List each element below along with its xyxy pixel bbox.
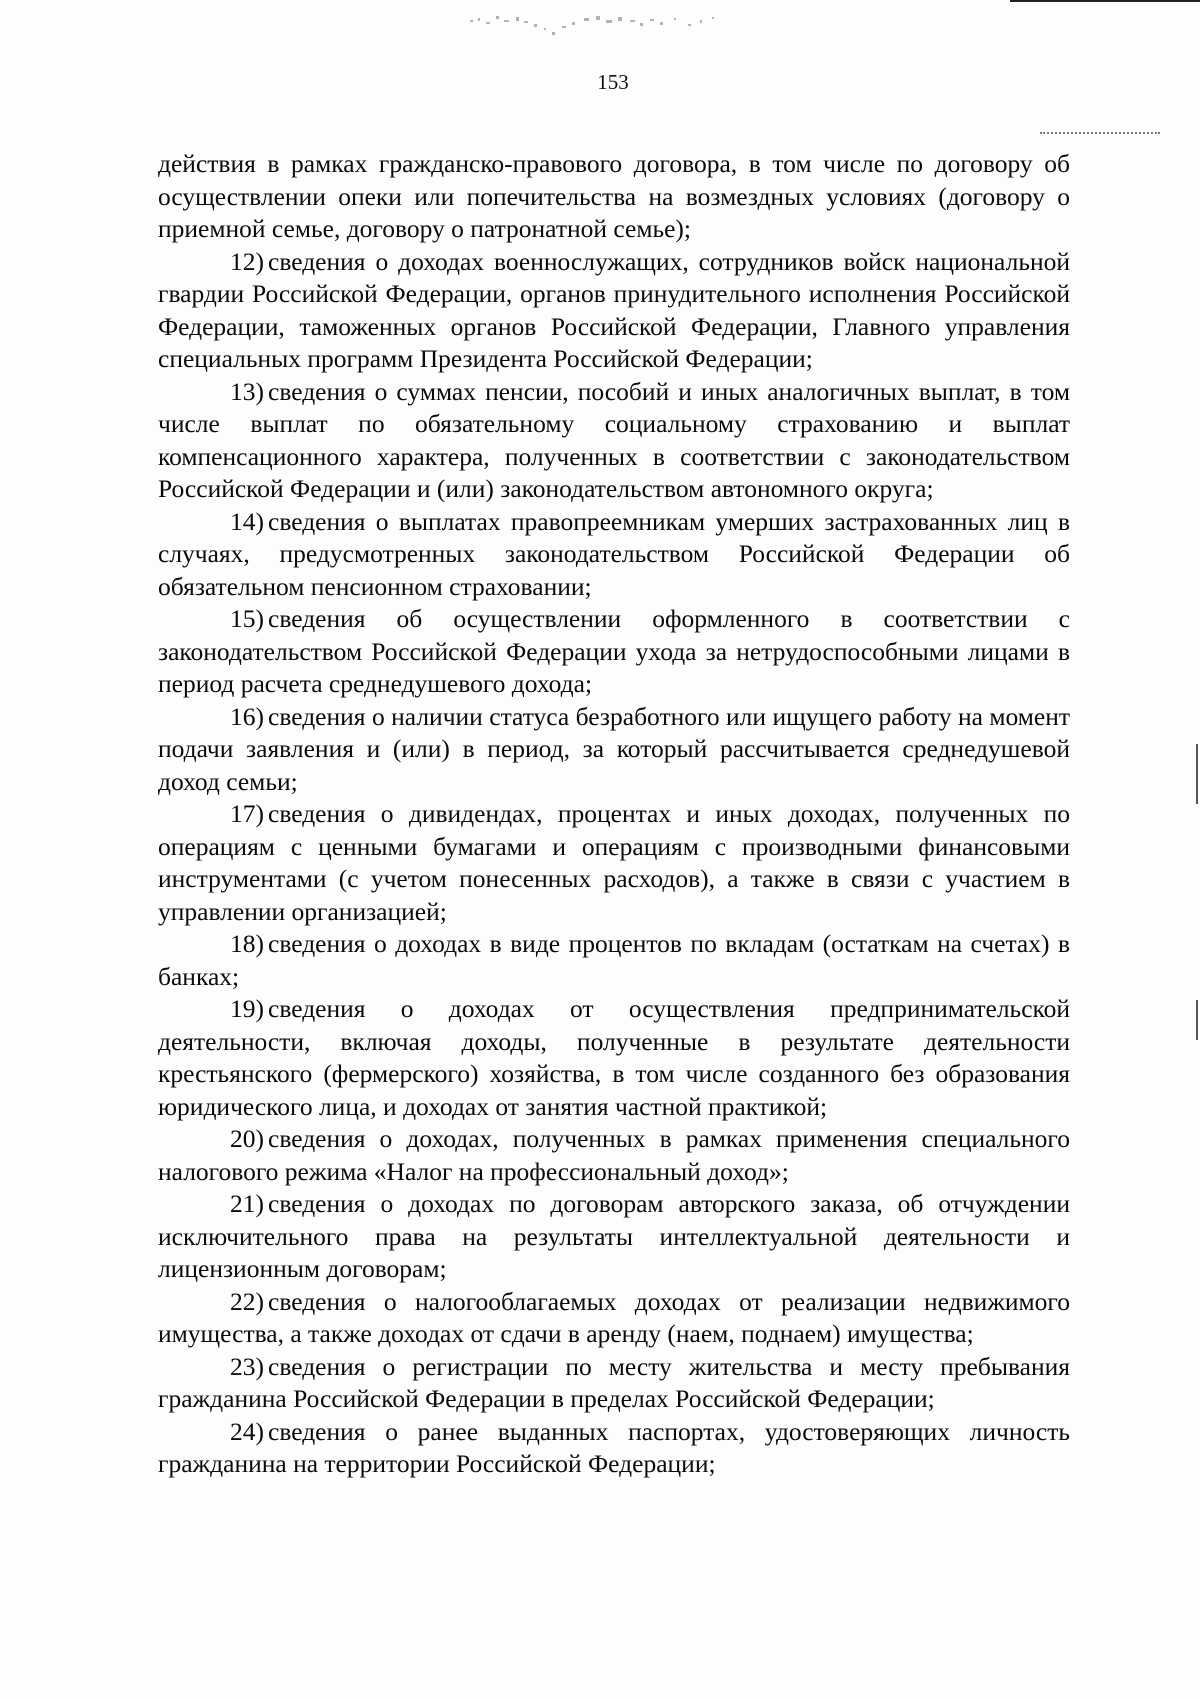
document-body — [158, 148, 1070, 1481]
list-item-22 — [158, 1286, 1070, 1351]
scan-edge-line — [1010, 0, 1200, 2]
list-item-text: сведения о наличии статуса безработного или ищущего работу на момент подачи заявления и (или) в период, за который рассчитывается среднедушевой доход семьи; — [158, 701, 1070, 796]
list-item-12 — [158, 246, 1070, 376]
list-item-text: сведения о доходах, полученных в рамках применения специального налогового режима «Налог на профессиональный доход»; — [158, 1124, 1070, 1186]
list-item-number: 16) — [230, 701, 264, 731]
list-item-text: сведения о доходах в виде процентов по вкладам (остаткам на счетах) в банках; — [158, 929, 1070, 991]
list-item-23 — [158, 1351, 1070, 1416]
page-number: 153 — [597, 70, 629, 94]
list-item-number: 13) — [230, 376, 264, 406]
list-item-number: 20) — [230, 1124, 264, 1153]
list-item-text: сведения об осуществлении оформленного в соответствии с законодательством Российской Федерации ухода за нетрудоспособными лицами в период расчета среднедушевого дохода; — [158, 604, 1070, 698]
list-item-16 — [158, 701, 1070, 799]
list-item-number: 15) — [230, 604, 264, 633]
paragraph-text: действия в рамках гражданско-правового договора, в том числе по договору об осуществлении опеки или попечительства на возмездных условиях (договору о приемной семье, договору о патронатной семье); — [158, 149, 1070, 243]
list-item-text: сведения о доходах военнослужащих, сотрудников войск национальной гвардии Российской Федерации, органов принудительного исполнения Российской Федерации, таможенных органов Российской Федерации, Главного управления специальных программ Президента Российской Федерации; — [158, 246, 1070, 373]
list-item-number: 18) — [230, 929, 264, 958]
scan-edge-mark — [1196, 1000, 1198, 1040]
list-item-number: 24) — [230, 1416, 264, 1446]
list-item-21 — [158, 1188, 1070, 1286]
list-item-text: сведения о налогооблагаемых доходах от реализации недвижимого имущества, а также доходах от сдачи в аренду (наем, поднаем) имущества; — [158, 1286, 1070, 1348]
list-item-number: 19) — [230, 994, 264, 1023]
list-item-text: сведения о выплатах правопреемникам умерших застрахованных лиц в случаях, предусмотренных законодательством Российской Федерации об обязательном пенсионном страховании; — [158, 506, 1070, 601]
list-item-number: 14) — [230, 506, 264, 536]
list-item-number: 21) — [230, 1189, 264, 1218]
paragraph-continuation — [158, 148, 1070, 246]
list-item-text: сведения о доходах от осуществления предпринимательской деятельности, включая доходы, полученные в результате деятельности крестьянского (фермерского) хозяйства, в том числе созданного без образования юридического лица, и доходах от занятия частной практикой; — [158, 994, 1070, 1121]
list-item-14 — [158, 506, 1070, 604]
list-item-24 — [158, 1416, 1070, 1481]
list-item-number: 22) — [230, 1286, 264, 1316]
list-item-number: 17) — [230, 799, 264, 828]
scan-smudge — [460, 8, 740, 44]
list-item-number: 12) — [230, 246, 264, 276]
list-item-19 — [158, 993, 1070, 1123]
scan-dotted-mark — [1040, 132, 1160, 136]
list-item-15 — [158, 603, 1070, 701]
list-item-18 — [158, 928, 1070, 993]
list-item-text: сведения о суммах пенсии, пособий и иных аналогичных выплат, в том числе выплат по обязательному социальному страхованию и выплат компенсационного характера, полученных в соответствии с законодательством Российской Федерации и (или) законодательством автономного округа; — [158, 376, 1070, 503]
scan-edge-mark — [1196, 744, 1198, 804]
list-item-number: 23) — [230, 1351, 264, 1381]
list-item-17 — [158, 798, 1070, 928]
list-item-20 — [158, 1123, 1070, 1188]
list-item-text: сведения о ранее выданных паспортах, удостоверяющих личность гражданина на территории Российской Федерации; — [158, 1416, 1070, 1478]
list-item-13 — [158, 376, 1070, 506]
list-item-text: сведения о дивидендах, процентах и иных доходах, полученных по операциям с ценными бумагами и операциям с производными финансовыми инструментами (с учетом понесенных расходов), а также в связи с участием в управлении организацией; — [158, 799, 1070, 926]
list-item-text: сведения о регистрации по месту жительства и месту пребывания гражданина Российской Федерации в пределах Российской Федерации; — [158, 1351, 1070, 1413]
list-item-text: сведения о доходах по договорам авторского заказа, об отчуждении исключительного права на результаты интеллектуальной деятельности и лицензионным договорам; — [158, 1189, 1070, 1283]
